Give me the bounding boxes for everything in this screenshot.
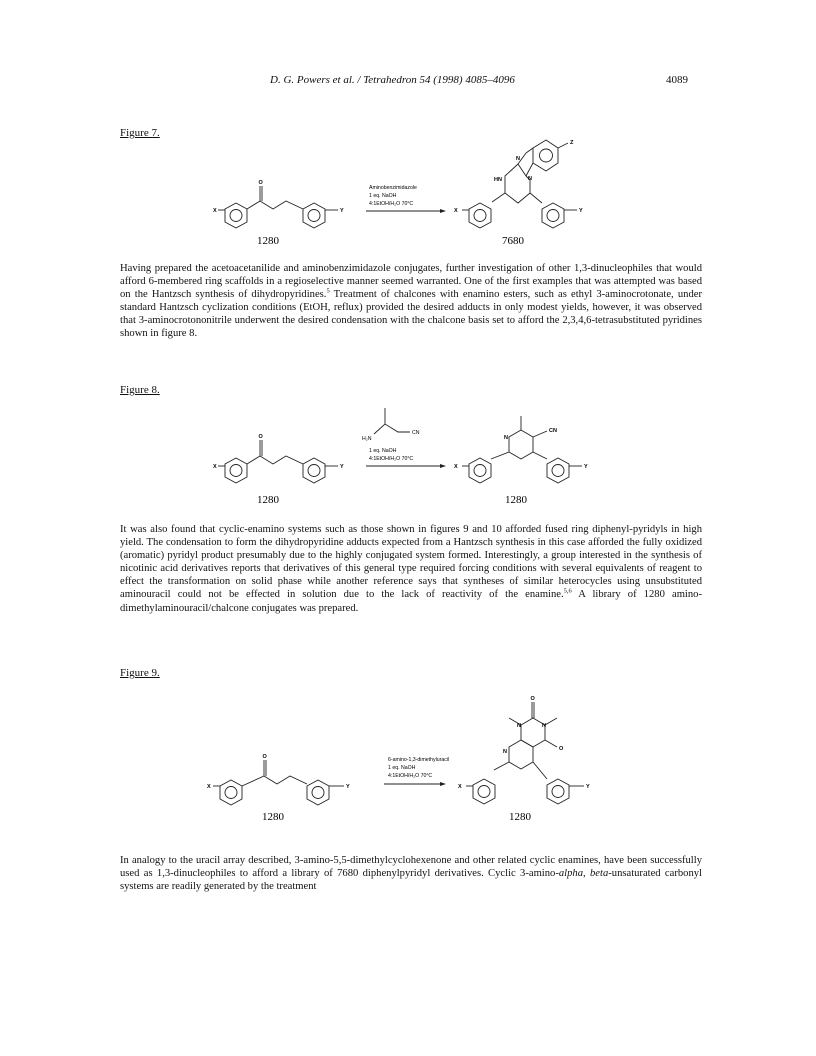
- paragraph-2: [120, 523, 702, 615]
- start-compound-count: 1280: [257, 235, 279, 247]
- condition-1: 1 eq. NaOH: [369, 193, 397, 199]
- reference-sup: 5: [326, 287, 330, 295]
- product-substituent-x: X: [454, 208, 458, 214]
- figure-7-label: Figure 7.: [120, 127, 160, 139]
- reference-sup: 5,6: [563, 587, 572, 595]
- paragraph-3-separator: ,: [583, 868, 590, 880]
- atom-hn: HN: [494, 177, 502, 183]
- atom-o-top: O: [530, 696, 535, 702]
- substituent-y: Y: [340, 208, 344, 214]
- atom-n-left: N: [517, 723, 521, 729]
- condition-1: 1 eq. NaOH: [369, 448, 397, 454]
- reagent-cn: CN: [412, 430, 420, 436]
- arrowhead: [440, 464, 446, 468]
- figure-8-label: Figure 8.: [120, 384, 160, 396]
- pyridopyrimidine-structure: [466, 702, 584, 804]
- paragraph-1-text: Having prepared the acetoacetanilide and aminobenzimidazole conjugates, further investigation of other 1,3-dinucleophiles that would afford 6-membered ring scaffolds in a regioselective manner seemed warranted. One of the first examples that was attempted was based on the Hantzsch synthesis of dihydropyridines.: [120, 263, 702, 301]
- reagent-h2n: H₂N: [362, 436, 372, 442]
- atom-o: O: [258, 434, 263, 440]
- benzimidazopyrimidine-structure: [462, 140, 577, 228]
- italic-alpha: alpha: [558, 868, 584, 880]
- substituent-y: Y: [340, 464, 344, 470]
- paragraph-2-text: It was also found that cyclic-enamino systems such as those shown in figures 9 and 10 afforded fused ring diphenyl-pyridyls in high yield. The condensation to form the dihydropyridine adducts expected from a Hantzsch synthesis in this case afforded the fully oxidized (aromatic) pyridyl product presumably due to the highly conjugated system formed. Interestingly, a group interested in the synthesis of nicotinic acid derivatives reports that derivatives of this general type required forcing conditions with several equivalents of reagent to effect the transformation on solid phase while another reference says that syntheses of similar heterocycles using unsubstituted aminouracil could not be effected in solution due to the lack of reactivity of the enamine.: [120, 524, 702, 601]
- substituent-x: X: [207, 784, 211, 790]
- substituent-x: X: [213, 208, 217, 214]
- figure-9-scheme: [0, 680, 816, 830]
- reagent-name: 6-amino-1,3-dimethyluracil: [388, 757, 450, 763]
- product-compound-count: 1280: [505, 494, 527, 506]
- arrowhead: [440, 209, 446, 213]
- product-substituent-y: Y: [579, 208, 583, 214]
- product-substituent-y: Y: [584, 464, 588, 470]
- product-compound-count: 1280: [509, 811, 531, 823]
- paragraph-3-text: In analogy to the uracil array described, 3-amino-5,5-dimethylcyclohexenone and other related cyclic enamines, have been successfully used as 1,3-dinucleophiles to afford a library of 7680 diphenylpyridyl derivatives. Cyclic 3-amino-: [120, 855, 702, 880]
- paragraph-1: [120, 262, 702, 341]
- condition-2: 4:1EtOH/H₂O 70°C: [369, 201, 414, 207]
- atom-n-bridge: N: [528, 176, 532, 182]
- product-cn: CN: [549, 428, 557, 434]
- condition-2: 4:1EtOH/H₂O 70°C: [388, 773, 433, 779]
- reagent-name: Aminobenzimidazole: [369, 185, 417, 191]
- paragraph-1-text-cont: Treatment of chalcones with enamino esters, such as ethyl 3-aminocrotonate, under standard Hantzsch cyclization conditions (EtOH, reflux) provided the desired adducts in only modest yields, however, it was observed that 3-aminocrotononitrile underwent the desired condensation with the chalcone basis set to afford the 2,3,4,6-tetrasubstituted pyridines shown in figure 8.: [120, 289, 702, 340]
- condition-1: 1 eq. NaOH: [388, 765, 416, 771]
- figure-9-label: Figure 9.: [120, 667, 160, 679]
- product-substituent-x: X: [458, 784, 462, 790]
- substituent-x: X: [213, 464, 217, 470]
- atom-n-right: N: [542, 723, 546, 729]
- pyridine-structure: [462, 416, 582, 483]
- italic-beta: beta: [590, 868, 609, 880]
- atom-o: O: [262, 754, 267, 760]
- running-title: D. G. Powers et al. / Tetrahedron 54 (1998) 4085–4096: [270, 74, 515, 86]
- product-compound-count: 7680: [502, 235, 524, 247]
- product-substituent-y: Y: [586, 784, 590, 790]
- product-substituent-x: X: [454, 464, 458, 470]
- chalcone-structure: [218, 440, 338, 483]
- figure-7-scheme: [0, 130, 816, 250]
- paragraph-3: [120, 854, 702, 893]
- condition-2: 4:1EtOH/H₂O 70°C: [369, 456, 414, 462]
- page-header: [0, 74, 816, 90]
- figure-8-scheme: [0, 390, 816, 520]
- chalcone-structure: [213, 760, 344, 805]
- atom-o: O: [258, 180, 263, 186]
- page-number: 4089: [666, 74, 688, 86]
- aminocrotononitrile-structure: [374, 408, 410, 434]
- atom-o-right: O: [559, 746, 564, 752]
- start-compound-count: 1280: [257, 494, 279, 506]
- paragraph-2-text-cont: A library of 1280 amino-dimethylaminouracil/chalcone conjugates was prepared.: [120, 589, 702, 614]
- arrowhead: [440, 782, 446, 786]
- atom-n-pyridine: N: [503, 749, 507, 755]
- substituent-y: Y: [346, 784, 350, 790]
- chalcone-structure: [218, 186, 338, 228]
- start-compound-count: 1280: [262, 811, 284, 823]
- atom-n-imidazole: N: [516, 156, 520, 162]
- substituent-z: Z: [570, 140, 574, 146]
- paragraph-3-text-cont: -unsaturated carbonyl systems are readily generated by the treatment: [120, 868, 702, 893]
- atom-n: N: [504, 435, 508, 441]
